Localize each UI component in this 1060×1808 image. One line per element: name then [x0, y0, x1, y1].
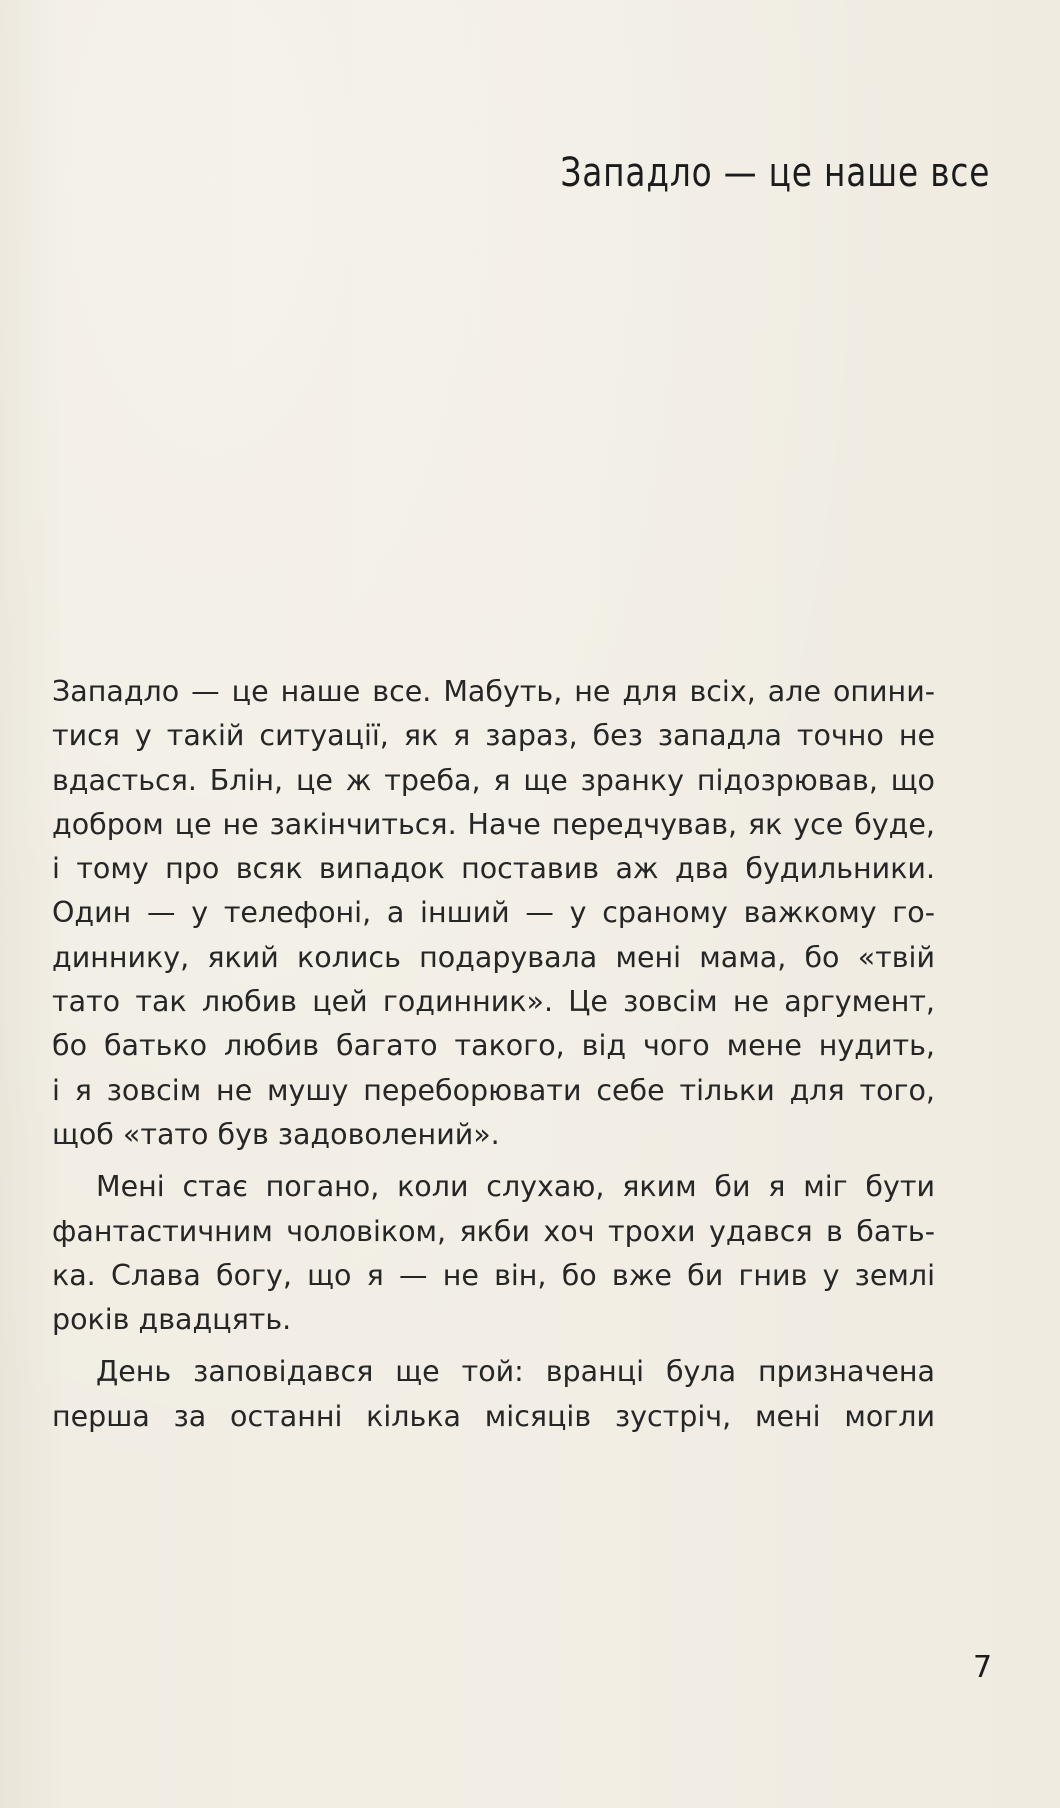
text-line: Один — у телефоні, а інший — у сраному важкому го-	[52, 896, 935, 930]
text-line: і я зовсім не мушу переборювати себе тільки для того,	[52, 1073, 935, 1107]
text-line: щоб «тато був задоволений».	[52, 1117, 500, 1151]
paragraph-3	[52, 1350, 935, 1439]
text-line: перша за останні кілька місяців зустріч, мені могли	[52, 1399, 935, 1433]
body-text	[52, 670, 935, 1439]
text-line: Западло — це наше все. Мабуть, не для всіх, але опини-	[52, 675, 935, 708]
text-line: років двадцять.	[52, 1303, 292, 1337]
text-line: фантастичним чоловіком, якби хоч трохи удався в бать-	[52, 1214, 935, 1248]
text-line: тися у такій ситуації, як я зараз, без западла точно не	[52, 719, 935, 753]
text-line: День заповідався ще той: вранці була призначена	[96, 1355, 935, 1389]
text-line: вдасться. Блін, це ж треба, я ще зранку підозрював, що	[52, 763, 935, 797]
page-number: 7	[973, 1650, 993, 1685]
text-line: диннику, який колись подарувала мені мама, бо «твій	[52, 940, 935, 974]
text-line: добром це не закінчиться. Наче передчував, як усе буде,	[52, 807, 935, 841]
text-line: Мені стає погано, коли слухаю, яким би я міг бути	[96, 1170, 935, 1204]
paragraph-1	[52, 670, 935, 1157]
text-line: тато так любив цей годинник». Це зовсім не аргумент,	[52, 985, 935, 1019]
text-line: бо батько любив багато такого, від чого мене нудить,	[52, 1029, 935, 1063]
text-line: і тому про всяк випадок поставив аж два будильники.	[52, 852, 935, 886]
chapter-title: Западло — це наше все	[560, 150, 990, 196]
text-line: ка. Слава богу, що я — не він, бо вже би гнив у землі	[52, 1258, 935, 1292]
paragraph-2	[52, 1165, 935, 1342]
